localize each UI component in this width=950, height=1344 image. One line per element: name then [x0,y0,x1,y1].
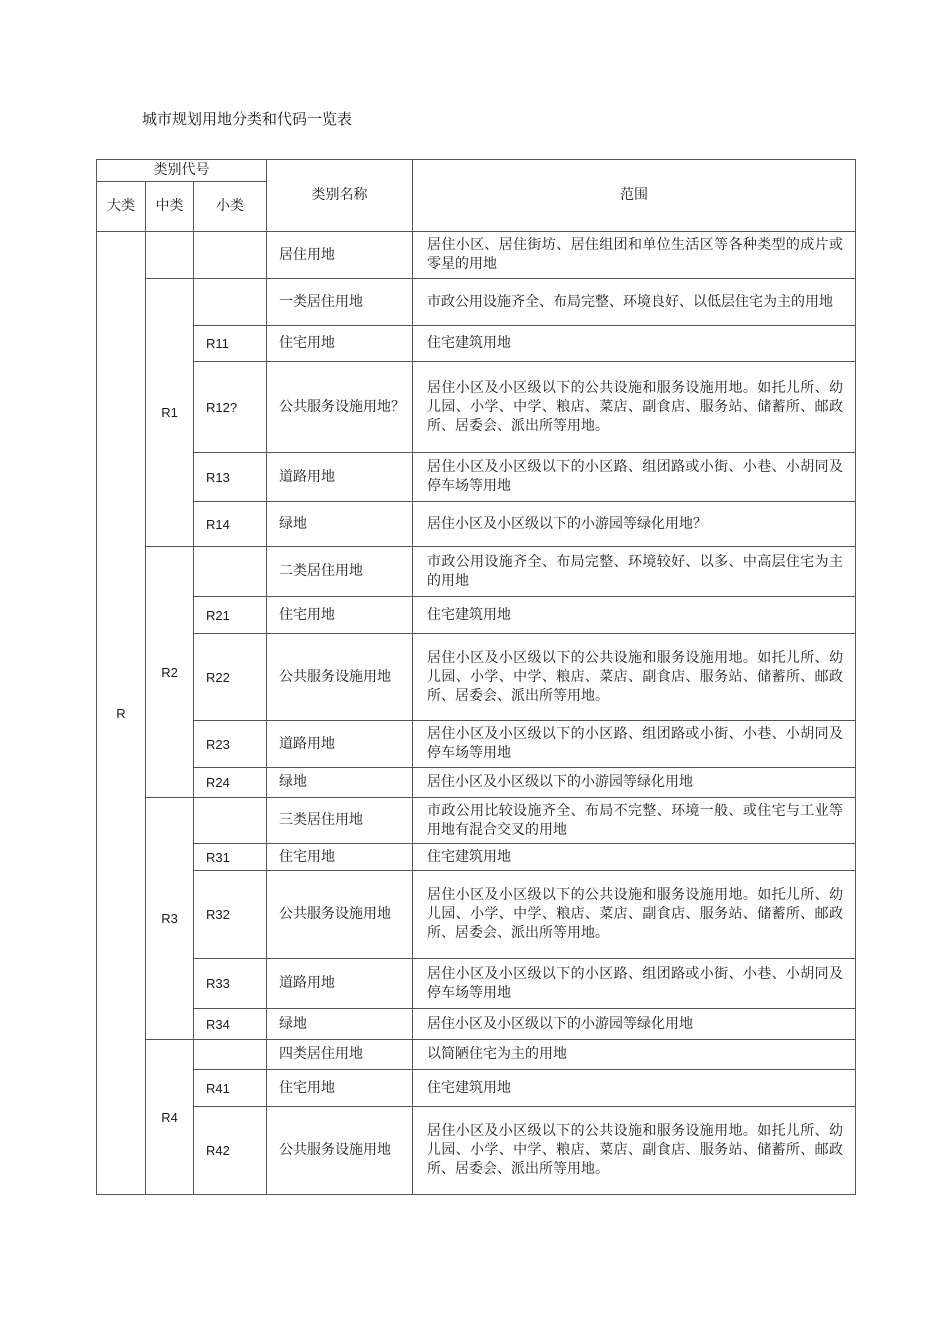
table-row [97,502,856,547]
scope-cell: 居住小区及小区级以下的小区路、组团路或小街、小巷、小胡同及停车场等用地 [413,453,856,502]
scope-cell: 居住小区及小区级以下的公共设施和服务设施用地。如托儿所、幼儿园、小学、中学、粮店、菜店、副食店、服务站、储蓄所、邮政所、居委会、派出所等用地。 [413,871,856,959]
category-name-cell: 绿地 [267,502,413,547]
scope-cell: 住宅建筑用地 [413,597,856,634]
scope-cell: 住宅建筑用地 [413,844,856,871]
header-minor: 小类 [194,182,267,232]
category-name-cell: 住宅用地 [267,326,413,362]
table-row [97,871,856,959]
minor-code-cell [194,279,267,326]
scope-cell: 市政公用设施齐全、布局完整、环境较好、以多、中高层住宅为主的用地 [413,547,856,597]
scope-cell: 市政公用设施齐全、布局完整、环境良好、以低层住宅为主的用地 [413,279,856,326]
table-row [97,634,856,721]
table-row [97,232,856,279]
minor-code-cell: R14 [194,502,267,547]
category-name-cell: 四类居住用地 [267,1040,413,1070]
medium-code-cell [146,232,194,279]
minor-code-cell: R33 [194,959,267,1009]
scope-cell: 居住小区、居住街坊、居住组团和单位生活区等各种类型的成片或零星的用地 [413,232,856,279]
category-name-cell: 公共服务设施用地 [267,871,413,959]
category-name-cell: 道路用地 [267,959,413,1009]
category-name-cell: 公共服务设施用地？ [267,362,413,453]
scope-cell: 以简陋住宅为主的用地 [413,1040,856,1070]
table-row [97,326,856,362]
minor-code-cell: R41 [194,1070,267,1107]
scope-cell: 住宅建筑用地 [413,326,856,362]
medium-code-cell: R2 [146,547,194,798]
scope-cell: 住宅建筑用地 [413,1070,856,1107]
land-use-table [96,159,856,1195]
scope-cell: 居住小区及小区级以下的公共设施和服务设施用地。如托儿所、幼儿园、小学、中学、粮店、菜店、副食店、服务站、储蓄所、邮政所、居委会、派出所等用地。 [413,1107,856,1195]
minor-code-cell: R22 [194,634,267,721]
minor-code-cell [194,547,267,597]
scope-cell: 居住小区及小区级以下的小游园等绿化用地 [413,768,856,798]
table-row [97,1107,856,1195]
table-row [97,597,856,634]
medium-code-cell: R1 [146,279,194,547]
table-row [97,768,856,798]
header-medium: 中类 [146,182,194,232]
minor-code-cell [194,798,267,844]
category-name-cell: 居住用地 [267,232,413,279]
minor-code-cell: R34 [194,1009,267,1040]
header-category-code: 类别代号 [97,160,267,182]
table-row [97,1070,856,1107]
minor-code-cell: R31 [194,844,267,871]
scope-cell: 居住小区及小区级以下的小区路、组团路或小街、小巷、小胡同及停车场等用地 [413,959,856,1009]
header-scope: 范围 [413,160,856,232]
minor-code-cell [194,232,267,279]
table-row [97,362,856,453]
medium-code-cell: R3 [146,798,194,1040]
medium-code-cell: R4 [146,1040,194,1195]
table-row [97,1040,856,1070]
minor-code-cell: R12? [194,362,267,453]
category-name-cell: 公共服务设施用地 [267,634,413,721]
category-name-cell: 公共服务设施用地 [267,1107,413,1195]
category-name-cell: 绿地 [267,768,413,798]
minor-code-cell: R24 [194,768,267,798]
scope-cell: 居住小区及小区级以下的小游园等绿化用地？ [413,502,856,547]
table-row [97,547,856,597]
minor-code-cell: R42 [194,1107,267,1195]
category-name-cell: 住宅用地 [267,1070,413,1107]
table-row [97,798,856,844]
category-name-cell: 绿地 [267,1009,413,1040]
category-name-cell: 道路用地 [267,453,413,502]
minor-code-cell: R32 [194,871,267,959]
category-name-cell: 道路用地 [267,721,413,768]
scope-cell: 居住小区及小区级以下的公共设施和服务设施用地。如托儿所、幼儿园、小学、中学、粮店、菜店、副食店、服务站、储蓄所、邮政所、居委会、派出所等用地。 [413,634,856,721]
table-row [97,279,856,326]
category-name-cell: 三类居住用地 [267,798,413,844]
scope-cell: 居住小区及小区级以下的公共设施和服务设施用地。如托儿所、幼儿园、小学、中学、粮店、菜店、副食店、服务站、储蓄所、邮政所、居委会、派出所等用地。 [413,362,856,453]
table-row [97,959,856,1009]
minor-code-cell: R11 [194,326,267,362]
category-name-cell: 住宅用地 [267,844,413,871]
minor-code-cell [194,1040,267,1070]
page-title: 城市规划用地分类和代码一览表 [142,110,353,128]
minor-code-cell: R23 [194,721,267,768]
scope-cell: 市政公用比较设施齐全、布局不完整、环境一般、或住宅与工业等用地有混合交叉的用地 [413,798,856,844]
table-row [97,844,856,871]
major-code-cell: R [97,232,146,1195]
header-row-1 [97,160,856,182]
category-name-cell: 一类居住用地 [267,279,413,326]
minor-code-cell: R21 [194,597,267,634]
category-name-cell: 二类居住用地 [267,547,413,597]
minor-code-cell: R13 [194,453,267,502]
scope-cell: 居住小区及小区级以下的小游园等绿化用地 [413,1009,856,1040]
header-name: 类别名称 [267,160,413,232]
table-row [97,453,856,502]
table-row [97,1009,856,1040]
scope-cell: 居住小区及小区级以下的小区路、组团路或小街、小巷、小胡同及停车场等用地 [413,721,856,768]
header-major: 大类 [97,182,146,232]
category-name-cell: 住宅用地 [267,597,413,634]
table-row [97,721,856,768]
